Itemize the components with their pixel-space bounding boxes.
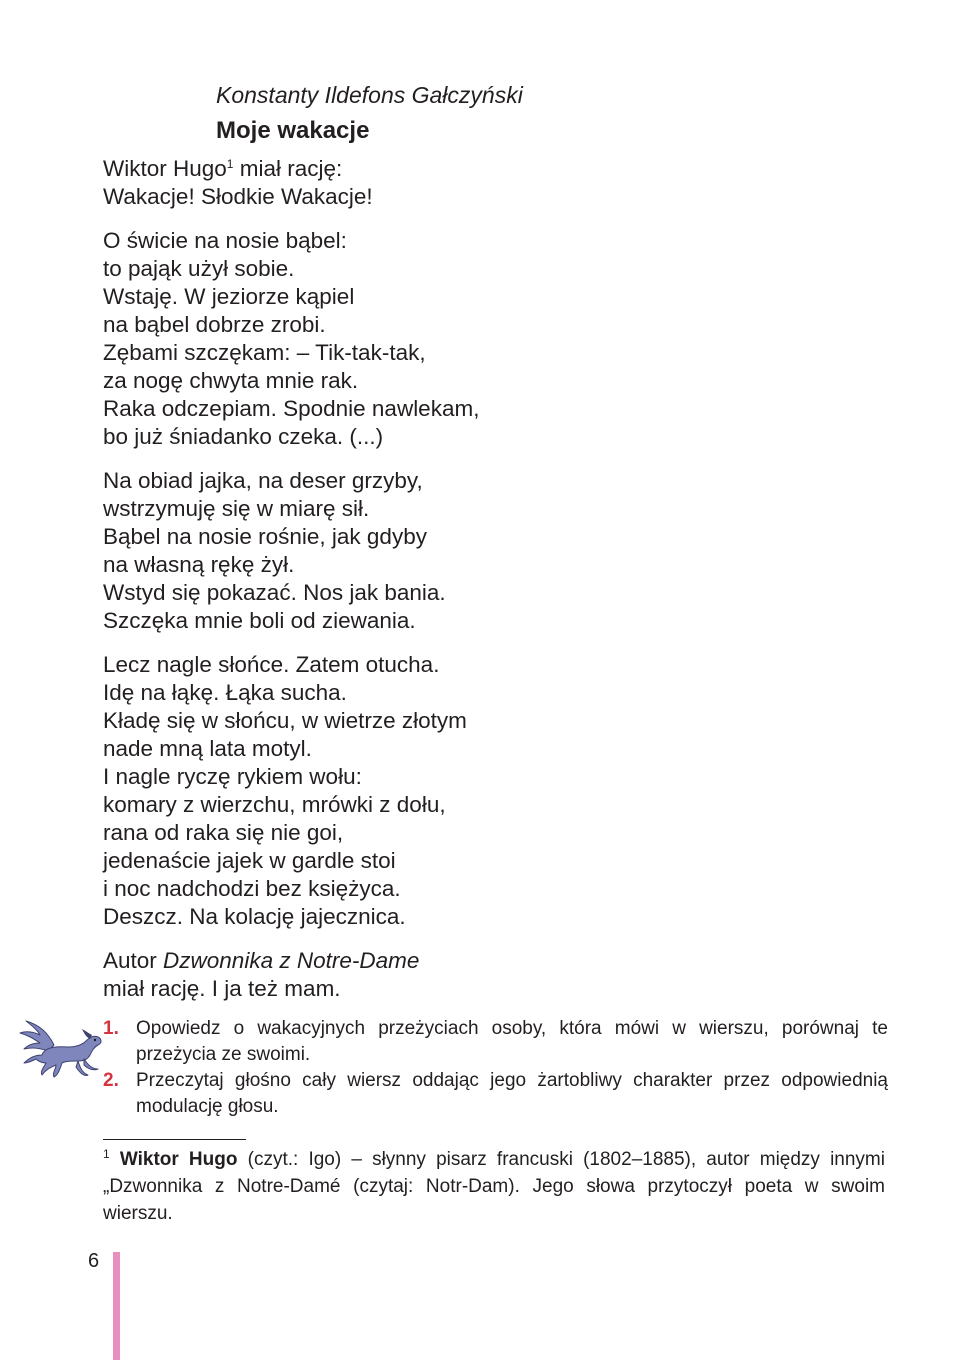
footnote-divider	[103, 1139, 246, 1140]
verse-line: miał rację. I ja też mam.	[103, 976, 341, 1001]
verse-line: Szczęka mnie boli od ziewania.	[103, 608, 416, 633]
verse-line: komary z wierzchu, mrówki z dołu,	[103, 792, 446, 817]
stanza-3	[103, 467, 663, 635]
task-text: Opowiedz o wakacyjnych przeżyciach osoby, która mówi w wierszu, porównaj te przeżycia ze swoimi.	[136, 1018, 888, 1065]
verse-line: to pająk użył sobie.	[103, 256, 295, 281]
stanza-5	[103, 947, 663, 1003]
verse-line: Raka odczepiam. Spodnie nawlekam,	[103, 396, 480, 421]
poem-body	[103, 155, 663, 1019]
verse-line: bo już śniadanko czeka. (...)	[103, 424, 384, 449]
verse-text: Wiktor Hugo	[103, 156, 227, 181]
verse-line: Zębami szczękam: – Tik-tak-tak,	[103, 340, 426, 365]
verse-line: i noc nadchodzi bez księżyca.	[103, 876, 401, 901]
task-number: 2.	[103, 1070, 119, 1091]
verse-text: Autor	[103, 948, 164, 973]
task-item	[103, 1068, 888, 1120]
verse-text: miał rację:	[233, 156, 343, 181]
footnote	[103, 1146, 885, 1227]
page-number: 6	[88, 1250, 100, 1272]
verse-line: nade mną lata motyl.	[103, 736, 312, 761]
page-edge-bar	[113, 1252, 120, 1360]
verse-line: Lecz nagle słońce. Zatem otucha.	[103, 652, 440, 677]
poem-author: Konstanty Ildefons Gałczyński	[216, 82, 523, 108]
verse-line: jedenaście jajek w gardle stoi	[103, 848, 396, 873]
verse-line: Kładę się w słońcu, w wietrze złotym	[103, 708, 467, 733]
task-item	[103, 1016, 888, 1068]
verse-line: Wakacje! Słodkie Wakacje!	[103, 184, 373, 209]
stanza-1	[103, 155, 663, 211]
verse-line: za nogę chwyta mnie rak.	[103, 368, 359, 393]
footnote-marker: 1	[103, 1147, 110, 1161]
task-number: 1.	[103, 1018, 119, 1039]
task-list	[103, 1016, 888, 1120]
footnote-term: Wiktor Hugo	[119, 1149, 238, 1170]
task-text: Przeczytaj głośno cały wiersz oddając jego żartobliwy charakter przez odpowiednią modulację głosu.	[136, 1070, 888, 1117]
pegasus-icon	[18, 1015, 104, 1083]
stanza-4	[103, 651, 663, 931]
verse-line	[103, 947, 663, 975]
verse-line: rana od raka się nie goi,	[103, 820, 344, 845]
verse-line: Na obiad jajka, na deser grzyby,	[103, 468, 423, 493]
poem-title: Moje wakacje	[216, 117, 370, 144]
verse-line: Bąbel na nosie rośnie, jak gdyby	[103, 524, 427, 549]
verse-line	[103, 155, 663, 183]
stanza-2	[103, 227, 663, 451]
verse-line: Idę na łąkę. Łąka sucha.	[103, 680, 347, 705]
verse-line: Wstaję. W jeziorze kąpiel	[103, 284, 355, 309]
book-title: Dzwonnika z Notre-Dame	[163, 948, 420, 973]
footnote-text: (czyt.: Igo) – słynny pisarz francuski (1802–1885), autor między innymi „Dzwonnika z Notre-Damé (czytaj: Notr-Dam). Jego słowa przytoczył poeta w swoim wierszu.	[103, 1149, 885, 1224]
verse-line: Deszcz. Na kolację jajecznica.	[103, 904, 406, 929]
verse-line: wstrzymuję się w miarę sił.	[103, 496, 370, 521]
verse-line: na własną rękę żył.	[103, 552, 295, 577]
footnote-reference: 1	[226, 157, 234, 171]
verse-line: na bąbel dobrze zrobi.	[103, 312, 326, 337]
verse-line: Wstyd się pokazać. Nos jak bania.	[103, 580, 446, 605]
verse-line: O świcie na nosie bąbel:	[103, 228, 347, 253]
verse-line: I nagle ryczę rykiem wołu:	[103, 764, 362, 789]
